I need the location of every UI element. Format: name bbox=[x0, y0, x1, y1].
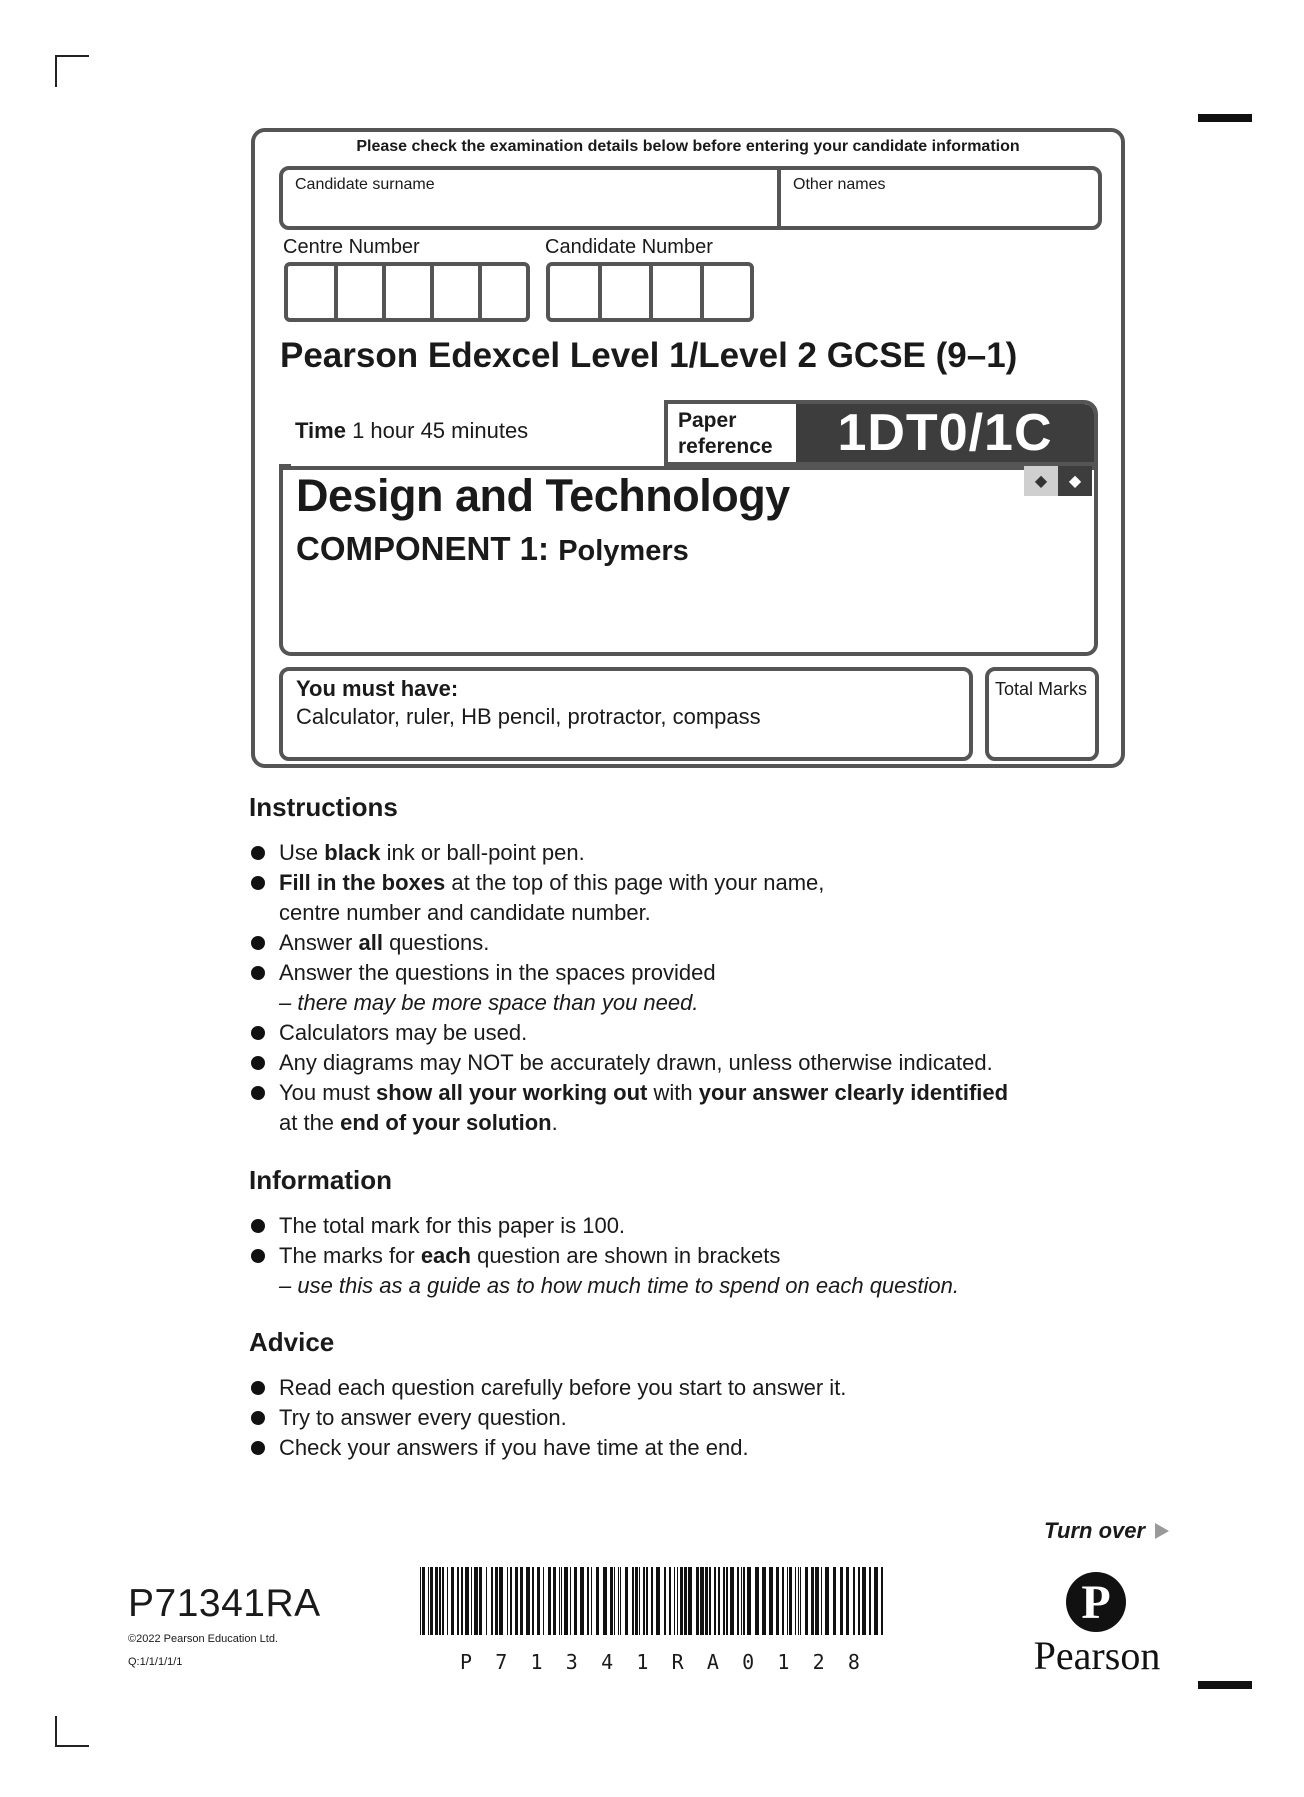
barcode-bar bbox=[479, 1567, 482, 1635]
barcode-bar bbox=[869, 1567, 871, 1635]
barcode-bar bbox=[680, 1567, 683, 1635]
list-item bbox=[249, 1078, 1008, 1138]
barcode-bar bbox=[465, 1567, 469, 1635]
barcode-bar bbox=[782, 1567, 784, 1635]
turn-over-indicator bbox=[1044, 1518, 1169, 1544]
instruction-emphasis: show all your working out bbox=[376, 1080, 648, 1105]
must-have-items: Calculator, ruler, HB pencil, protractor, compass bbox=[296, 704, 761, 729]
other-names-label: Other names bbox=[793, 176, 886, 193]
total-marks-box[interactable] bbox=[985, 667, 1099, 761]
barcode-bar bbox=[862, 1567, 866, 1635]
pearson-logo-mark: P bbox=[1066, 1572, 1126, 1632]
barcode-bar bbox=[580, 1567, 584, 1635]
paper-reference-label-line-1: Paper bbox=[678, 409, 737, 432]
candidate-number-label: Candidate Number bbox=[545, 236, 713, 258]
barcode-bar bbox=[570, 1567, 571, 1635]
bullet-icon bbox=[251, 1381, 265, 1395]
barcode-bar bbox=[543, 1567, 544, 1635]
barcode-bar bbox=[726, 1567, 728, 1635]
barcode-bar bbox=[574, 1567, 577, 1635]
barcode-bar bbox=[700, 1567, 704, 1635]
barcode-bar bbox=[705, 1567, 708, 1635]
instruction-text: You must bbox=[279, 1080, 377, 1105]
pearson-logo bbox=[1024, 1572, 1170, 1676]
time-value: 1 hour 45 minutes bbox=[352, 418, 529, 443]
barcode-bar bbox=[669, 1567, 671, 1635]
barcode-bar bbox=[553, 1567, 556, 1635]
instruction-text: centre number and candidate number. bbox=[279, 900, 651, 925]
list-item bbox=[249, 1373, 846, 1403]
information-emphasis: each bbox=[420, 1243, 471, 1268]
check-details-note: Please check the examination details below before entering your candidate information bbox=[356, 138, 1020, 155]
bullet-icon bbox=[251, 1086, 265, 1100]
barcode-bar bbox=[737, 1567, 739, 1635]
barcode-bar bbox=[674, 1567, 675, 1635]
barcode-bar bbox=[821, 1567, 822, 1635]
barcode-bar bbox=[451, 1567, 454, 1635]
barcode-text bbox=[460, 1650, 860, 1674]
barcode-bar bbox=[853, 1567, 855, 1635]
information-text: The total mark for this paper is 100. bbox=[279, 1213, 626, 1238]
copyright-notice: ©2022 Pearson Education Ltd. bbox=[128, 1633, 278, 1645]
barcode-bar bbox=[457, 1567, 459, 1635]
barcode-bar bbox=[881, 1567, 883, 1635]
instruction-emphasis: Fill in the boxes bbox=[279, 870, 446, 895]
barcode-char: 2 bbox=[812, 1650, 825, 1674]
barcode-char: R bbox=[671, 1650, 684, 1674]
barcode-bar bbox=[723, 1567, 725, 1635]
centre-digit-box[interactable] bbox=[386, 266, 434, 318]
information-list bbox=[249, 1211, 959, 1301]
bullet-icon bbox=[251, 1219, 265, 1233]
barcode-bar bbox=[769, 1567, 773, 1635]
barcode-bar bbox=[874, 1567, 878, 1635]
bullet-icon bbox=[251, 1026, 265, 1040]
barcode-bar bbox=[447, 1567, 448, 1635]
barcode-char: 8 bbox=[847, 1650, 860, 1674]
barcode-bar bbox=[643, 1567, 645, 1635]
barcode-bar bbox=[632, 1567, 634, 1635]
instruction-text: Answer the questions in the spaces provided bbox=[279, 960, 716, 985]
advice-text: Check your answers if you have time at the end. bbox=[279, 1435, 749, 1460]
barcode-bar bbox=[625, 1567, 628, 1635]
barcode-bar bbox=[684, 1567, 687, 1635]
barcode-bar bbox=[815, 1567, 819, 1635]
centre-digit-box[interactable] bbox=[288, 266, 338, 318]
instruction-emphasis: all bbox=[358, 930, 383, 955]
barcode-bar bbox=[430, 1567, 433, 1635]
instructions-heading: Instructions bbox=[249, 792, 398, 822]
barcode-bar bbox=[635, 1567, 638, 1635]
centre-digit-box[interactable] bbox=[482, 266, 526, 318]
advice-text: Read each question carefully before you start to answer it. bbox=[279, 1375, 847, 1400]
paper-reference-label bbox=[668, 404, 796, 462]
bullet-icon bbox=[251, 876, 265, 890]
turn-over-label: Turn over bbox=[1044, 1518, 1146, 1543]
candidate-number-boxes bbox=[546, 262, 754, 322]
barcode-bar bbox=[486, 1567, 487, 1635]
barcode-bar bbox=[651, 1567, 653, 1635]
barcode-bar bbox=[614, 1567, 615, 1635]
barcode-bar bbox=[422, 1567, 425, 1635]
barcode-bar bbox=[800, 1567, 801, 1635]
barcode-bar bbox=[664, 1567, 666, 1635]
candidate-digit-box[interactable] bbox=[653, 266, 704, 318]
barcode-bar bbox=[442, 1567, 444, 1635]
time-label: Time bbox=[295, 418, 346, 443]
component-label: COMPONENT 1: bbox=[296, 530, 550, 567]
instruction-note: – there may be more space than you need. bbox=[279, 990, 699, 1015]
barcode-bar bbox=[762, 1567, 766, 1635]
barcode-bar bbox=[639, 1567, 640, 1635]
barcode-bar bbox=[755, 1567, 759, 1635]
bullet-icon bbox=[251, 1056, 265, 1070]
barcode-bar bbox=[718, 1567, 720, 1635]
list-item bbox=[249, 838, 1008, 868]
paper-reference-code: 1DT0/1C bbox=[796, 404, 1094, 462]
bullet-icon bbox=[251, 966, 265, 980]
list-item bbox=[249, 868, 1008, 928]
barcode-bar bbox=[741, 1567, 742, 1635]
paper-code: P71341RA bbox=[128, 1582, 321, 1625]
barcode-bar bbox=[507, 1567, 508, 1635]
instruction-emphasis: your answer clearly identified bbox=[698, 1080, 1009, 1105]
bullet-icon bbox=[251, 1411, 265, 1425]
barcode-bar bbox=[428, 1567, 429, 1635]
information-text: The marks for bbox=[279, 1243, 421, 1268]
bullet-icon bbox=[251, 1249, 265, 1263]
paper-reference-box bbox=[664, 400, 1098, 466]
barcode-bar bbox=[805, 1567, 808, 1635]
information-note: – use this as a guide as to how much time to spend on each question. bbox=[279, 1273, 959, 1298]
paper-reference-label-line-2: reference bbox=[678, 435, 773, 458]
component-name: Polymers bbox=[558, 535, 689, 567]
barcode-char: 7 bbox=[495, 1650, 508, 1674]
other-names-field[interactable] bbox=[781, 170, 1098, 226]
edge-bar-bottom-right bbox=[1198, 1681, 1252, 1689]
barcode-bar bbox=[730, 1567, 734, 1635]
centre-digit-box[interactable] bbox=[434, 266, 482, 318]
centre-number-label: Centre Number bbox=[283, 236, 420, 258]
barcode-bar bbox=[474, 1567, 478, 1635]
diamond-icon: ◆ bbox=[1024, 466, 1058, 496]
barcode-bar bbox=[495, 1567, 498, 1635]
subject-title: Design and Technology bbox=[296, 470, 790, 521]
barcode-bar bbox=[610, 1567, 613, 1635]
list-item bbox=[249, 1211, 959, 1241]
barcode-bar bbox=[846, 1567, 849, 1635]
list-item bbox=[249, 1403, 846, 1433]
candidate-surname-field[interactable] bbox=[283, 170, 781, 226]
arrow-right-icon bbox=[1155, 1523, 1169, 1539]
barcode bbox=[420, 1567, 885, 1635]
advice-text: Try to answer every question. bbox=[279, 1405, 567, 1430]
total-marks-label: Total Marks bbox=[995, 679, 1088, 699]
instruction-emphasis: end of your solution bbox=[340, 1110, 552, 1135]
barcode-bar bbox=[559, 1567, 560, 1635]
barcode-bar bbox=[795, 1567, 796, 1635]
instructions-list bbox=[249, 838, 1008, 1138]
barcode-bar bbox=[420, 1567, 421, 1635]
barcode-bar bbox=[833, 1567, 836, 1635]
centre-number-boxes bbox=[284, 262, 530, 322]
centre-digit-box[interactable] bbox=[338, 266, 386, 318]
barcode-bar bbox=[618, 1567, 619, 1635]
barcode-char: 4 bbox=[601, 1650, 614, 1674]
barcode-bar bbox=[811, 1567, 814, 1635]
must-have-title: You must have: bbox=[296, 676, 459, 701]
instruction-text: at the top of this page with your name, bbox=[445, 870, 825, 895]
barcode-bar bbox=[548, 1567, 551, 1635]
barcode-bar bbox=[491, 1567, 493, 1635]
barcode-bar bbox=[603, 1567, 607, 1635]
barcode-bar bbox=[587, 1567, 589, 1635]
barcode-char: 1 bbox=[636, 1650, 649, 1674]
bullet-icon bbox=[251, 936, 265, 950]
list-item bbox=[249, 958, 1008, 1018]
barcode-bar bbox=[461, 1567, 463, 1635]
candidate-digit-box[interactable] bbox=[602, 266, 653, 318]
barcode-bar bbox=[743, 1567, 745, 1635]
barcode-bar bbox=[798, 1567, 799, 1635]
barcode-bar bbox=[620, 1567, 621, 1635]
barcode-bar bbox=[537, 1567, 540, 1635]
barcode-bar bbox=[709, 1567, 711, 1635]
barcode-bar bbox=[532, 1567, 534, 1635]
barcode-bar bbox=[561, 1567, 562, 1635]
barcode-char: P bbox=[460, 1650, 473, 1674]
instruction-text: Answer bbox=[279, 930, 359, 955]
crop-mark-bottom-left-h bbox=[55, 1745, 89, 1747]
barcode-bar bbox=[677, 1567, 678, 1635]
list-item bbox=[249, 1433, 846, 1463]
barcode-bar bbox=[714, 1567, 716, 1635]
time-allowed bbox=[295, 418, 528, 444]
barcode-bar bbox=[776, 1567, 779, 1635]
barcode-char: 1 bbox=[530, 1650, 543, 1674]
barcode-bar bbox=[825, 1567, 829, 1635]
barcode-bar bbox=[510, 1567, 512, 1635]
barcode-bar bbox=[747, 1567, 751, 1635]
barcode-bar bbox=[787, 1567, 788, 1635]
candidate-name-row bbox=[279, 166, 1102, 230]
barcode-char: 0 bbox=[742, 1650, 755, 1674]
barcode-bar bbox=[596, 1567, 599, 1635]
barcode-bar bbox=[471, 1567, 472, 1635]
list-item bbox=[249, 1241, 959, 1301]
pearson-logo-word: Pearson bbox=[1033, 1633, 1161, 1678]
information-text: question are shown in brackets bbox=[470, 1243, 781, 1268]
diamond-tabs bbox=[1024, 466, 1092, 496]
information-heading: Information bbox=[249, 1165, 392, 1195]
must-have-box bbox=[279, 667, 973, 761]
diamond-icon: ◆ bbox=[1058, 466, 1092, 496]
barcode-bar bbox=[435, 1567, 438, 1635]
instruction-text: ink or ball-point pen. bbox=[380, 840, 585, 865]
instruction-text: with bbox=[647, 1080, 699, 1105]
barcode-bar bbox=[858, 1567, 860, 1635]
barcode-bar bbox=[656, 1567, 660, 1635]
candidate-digit-box[interactable] bbox=[550, 266, 602, 318]
crop-mark-bottom-left-v bbox=[55, 1716, 57, 1747]
barcode-bar bbox=[696, 1567, 699, 1635]
barcode-bar bbox=[520, 1567, 523, 1635]
qualification-title: Pearson Edexcel Level 1/Level 2 GCSE (9–1) bbox=[280, 336, 1018, 375]
barcode-bar bbox=[526, 1567, 530, 1635]
bullet-icon bbox=[251, 846, 265, 860]
crop-mark-top-left-h bbox=[55, 55, 89, 57]
instruction-text: at the bbox=[279, 1110, 341, 1135]
instruction-text: . bbox=[551, 1110, 558, 1135]
candidate-digit-box[interactable] bbox=[704, 266, 750, 318]
list-item bbox=[249, 1048, 1008, 1078]
barcode-bar bbox=[439, 1567, 441, 1635]
advice-list bbox=[249, 1373, 846, 1463]
barcode-bar bbox=[646, 1567, 648, 1635]
instruction-text: Use bbox=[279, 840, 325, 865]
barcode-bar bbox=[564, 1567, 568, 1635]
instruction-text: Calculators may be used. bbox=[279, 1020, 528, 1045]
barcode-char: 3 bbox=[565, 1650, 578, 1674]
barcode-bar bbox=[789, 1567, 792, 1635]
barcode-bar bbox=[499, 1567, 503, 1635]
candidate-surname-label: Candidate surname bbox=[295, 176, 435, 193]
barcode-char: 1 bbox=[777, 1650, 790, 1674]
instruction-emphasis: black bbox=[324, 840, 381, 865]
crop-mark-top-left-v bbox=[55, 55, 57, 87]
instruction-text: Any diagrams may NOT be accurately drawn, unless otherwise indicated. bbox=[279, 1050, 993, 1075]
barcode-bar bbox=[688, 1567, 692, 1635]
list-item bbox=[249, 1018, 1008, 1048]
barcode-bar bbox=[840, 1567, 843, 1635]
barcode-bar bbox=[591, 1567, 592, 1635]
component-title bbox=[296, 530, 689, 568]
barcode-char: A bbox=[706, 1650, 719, 1674]
subject-box-notch bbox=[279, 464, 291, 476]
advice-heading: Advice bbox=[249, 1327, 335, 1357]
q-line: Q:1/1/1/1/1 bbox=[128, 1656, 183, 1668]
instruction-text: questions. bbox=[382, 930, 490, 955]
barcode-bar bbox=[515, 1567, 518, 1635]
bullet-icon bbox=[251, 1441, 265, 1455]
edge-bar-top-right bbox=[1198, 114, 1252, 122]
list-item bbox=[249, 928, 1008, 958]
